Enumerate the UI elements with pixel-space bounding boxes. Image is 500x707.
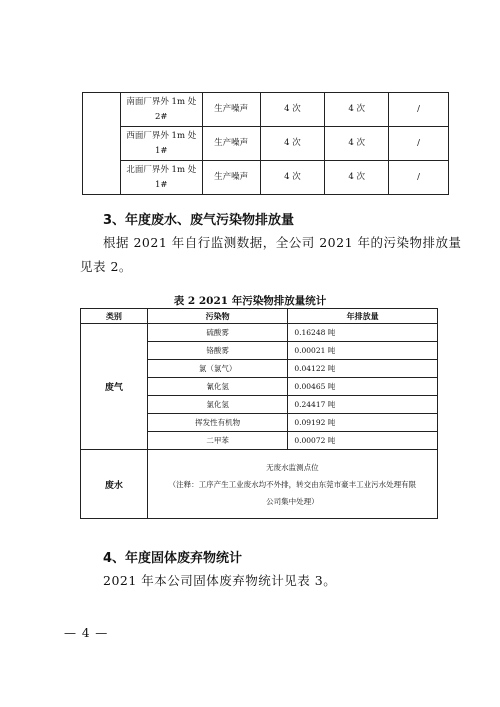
location-cell: 南面厂界外 1m 处 2# [120,93,202,127]
noise-type-cell: 生产噪声 [202,93,260,127]
noise-monitoring-table [82,92,449,195]
exceed-cell: / [389,93,449,127]
section-3-heading: 3、年度废水、废气污染物排放量 [103,213,295,228]
exceed-cell: / [389,127,449,161]
amount-cell: 0.00465 吨 [288,378,438,396]
pollutant-cell: 氰化氢 [147,378,288,396]
amount-cell: 0.09192 吨 [288,414,438,432]
noise-type-cell: 生产噪声 [202,161,260,195]
pollutant-cell: 二甲苯 [147,432,288,450]
planned-count-cell: 4 次 [260,127,325,161]
emissions-table [80,308,438,519]
pollutant-cell: 氯化氢 [147,396,288,414]
actual-count-cell: 4 次 [325,161,389,195]
planned-count-cell: 4 次 [260,161,325,195]
amount-cell: 0.04122 吨 [288,360,438,378]
table-row [83,161,449,195]
actual-count-cell: 4 次 [325,93,389,127]
pollutant-cell: 硫酸雾 [147,324,288,342]
amount-cell: 0.00021 吨 [288,342,438,360]
section-4-heading: 4、年度固体废弃物统计 [103,551,243,566]
waste-water-note: 无废水监测点位 （注释：工序产生工业废水均不外排，转交由东莞市豪丰工业污水处理有限 公司集中处理） [147,450,437,519]
table-2-caption: 表 2 2021 年污染物排放量统计 [173,295,327,307]
amount-cell: 0.00072 吨 [288,432,438,450]
exceed-cell: / [389,161,449,195]
amount-cell: 0.24417 吨 [288,396,438,414]
location-cell: 北面厂界外 1m 处 1# [120,161,202,195]
actual-count-cell: 4 次 [325,127,389,161]
table-row [81,450,438,519]
header-category: 类别 [81,309,148,324]
header-annual-emission: 年排放量 [288,309,438,324]
pollutant-cell: 氯（氯气） [147,360,288,378]
table-row [83,127,449,161]
pollutant-cell: 铬酸雾 [147,342,288,360]
merged-cell [83,93,121,195]
table-row [83,93,449,127]
noise-type-cell: 生产噪声 [202,127,260,161]
location-cell: 西面厂界外 1m 处 1# [120,127,202,161]
header-pollutant: 污染物 [147,309,288,324]
section-3-paragraph-line-2: 见表 2。 [80,259,132,274]
pollutant-cell: 挥发性有机物 [147,414,288,432]
amount-cell: 0.16248 吨 [288,324,438,342]
section-3-paragraph-line-1: 根据 2021 年自行监测数据，全公司 2021 年的污染物排放量 [103,235,462,250]
planned-count-cell: 4 次 [260,93,325,127]
section-4-paragraph: 2021 年本公司固体废弃物统计见表 3。 [103,573,337,588]
page-number: — 4 — [64,626,109,640]
table-header-row [81,309,438,324]
category-waste-water: 废水 [81,450,148,519]
table-row [81,324,438,342]
category-waste-gas: 废气 [81,324,148,450]
